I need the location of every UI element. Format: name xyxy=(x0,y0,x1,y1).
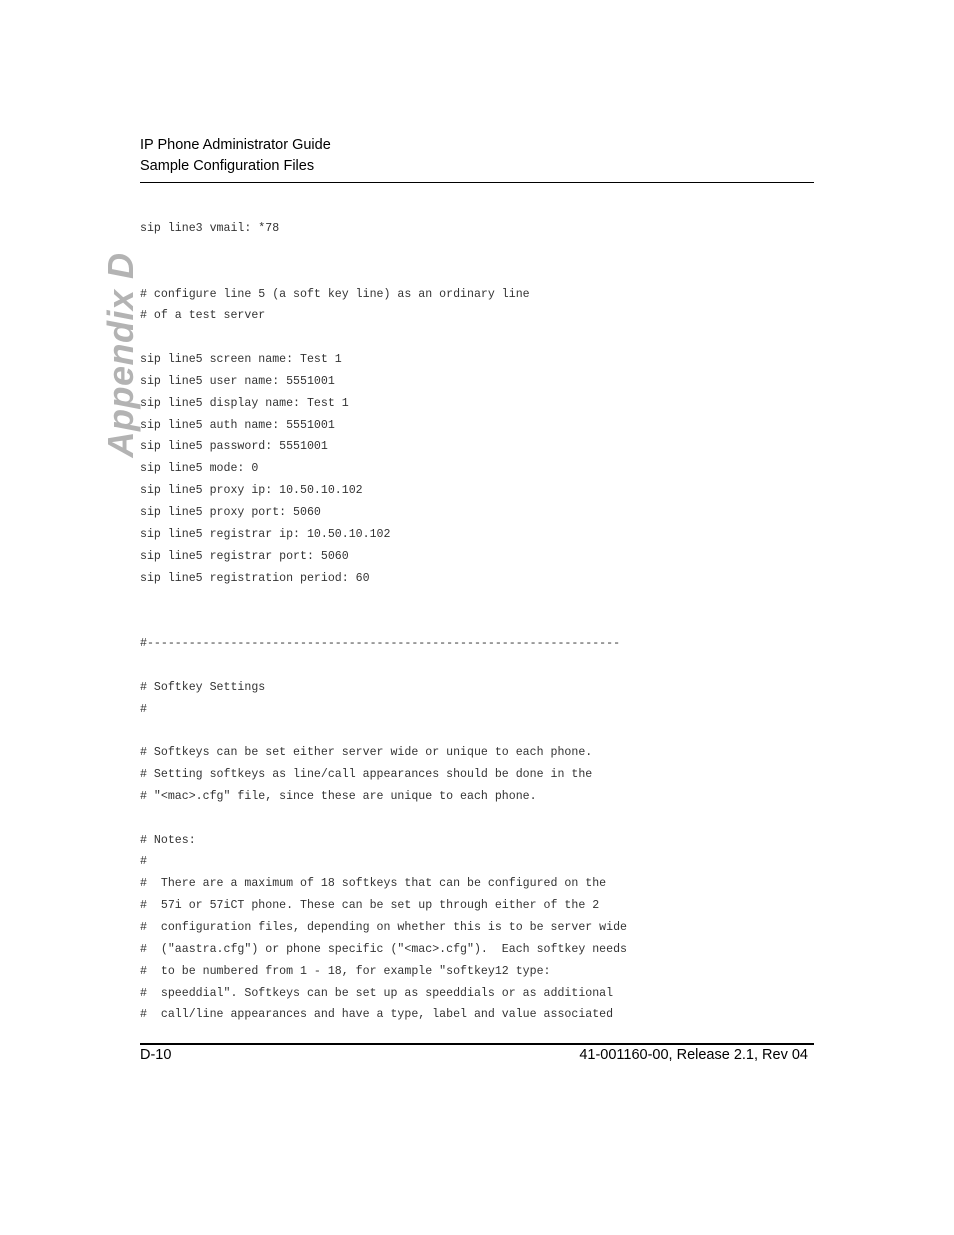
code-line xyxy=(140,808,814,830)
code-line xyxy=(140,327,814,349)
code-line xyxy=(140,611,814,633)
code-line: # There are a maximum of 18 softkeys that can be configured on the xyxy=(140,877,607,891)
footer-divider xyxy=(140,1043,814,1045)
code-line: # to be numbered from 1 - 18, for example "softkey12 type: xyxy=(140,964,551,978)
section-title: Sample Configuration Files xyxy=(140,158,315,174)
code-line: # Softkeys can be set either server wide or unique to each phone. xyxy=(140,746,593,760)
code-line: sip line5 auth name: 5551001 xyxy=(140,418,335,432)
code-line: sip line5 mode: 0 xyxy=(140,462,259,476)
code-line: # "<mac>.cfg" file, since these are unique to each phone. xyxy=(140,789,537,803)
code-line: sip line5 proxy ip: 10.50.10.102 xyxy=(140,484,363,498)
document-id: 41-001160-00, Release 2.1, Rev 04 xyxy=(579,1047,808,1063)
code-line: # xyxy=(140,855,147,869)
config-code-block xyxy=(140,218,814,1026)
code-line: sip line5 screen name: Test 1 xyxy=(140,353,342,367)
code-line: #-------------------------------------------------------------------- xyxy=(140,637,621,651)
code-line: sip line5 registrar ip: 10.50.10.102 xyxy=(140,527,391,541)
code-line: sip line5 password: 5551001 xyxy=(140,440,328,454)
appendix-side-label: Appendix D xyxy=(100,252,141,458)
header-divider xyxy=(140,182,814,183)
guide-title: IP Phone Administrator Guide xyxy=(140,137,331,153)
code-line xyxy=(140,589,814,611)
code-line: # configuration files, depending on whether this is to be server wide xyxy=(140,921,628,934)
code-line: # speeddial". Softkeys can be set up as speeddials or as additional xyxy=(140,986,614,1000)
code-line: # xyxy=(140,702,147,716)
code-line: # 57i or 57iCT phone. These can be set up through either of the 2 xyxy=(140,899,600,913)
code-line: sip line5 registration period: 60 xyxy=(140,571,370,585)
code-line xyxy=(140,240,814,262)
code-line: # Notes: xyxy=(140,833,196,847)
code-line: sip line3 vmail: *78 xyxy=(140,222,280,235)
code-line: # of a test server xyxy=(140,309,266,323)
code-line: sip line5 proxy port: 5060 xyxy=(140,505,321,519)
code-line: # configure line 5 (a soft key line) as an ordinary line xyxy=(140,287,530,301)
code-line: # ("aastra.cfg") or phone specific ("<mac>.cfg"). Each softkey needs xyxy=(140,942,628,956)
code-line: sip line5 display name: Test 1 xyxy=(140,396,349,410)
code-line: # Setting softkeys as line/call appearances should be done in the xyxy=(140,768,593,782)
code-line xyxy=(140,262,814,284)
code-line xyxy=(140,720,814,742)
code-line xyxy=(140,655,814,677)
code-line: # call/line appearances and have a type, label and value associated xyxy=(140,1008,614,1022)
code-line: sip line5 user name: 5551001 xyxy=(140,374,335,388)
page-number: D-10 xyxy=(140,1047,172,1063)
page-header xyxy=(140,135,814,177)
code-line: # Softkey Settings xyxy=(140,680,266,694)
code-line: sip line5 registrar port: 5060 xyxy=(140,549,349,563)
